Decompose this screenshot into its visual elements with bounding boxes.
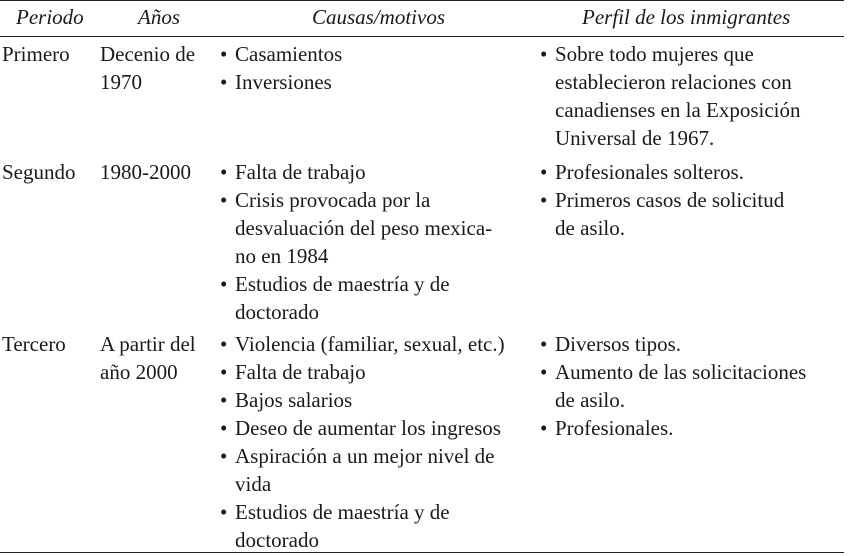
causas-item-text: [235, 270, 450, 326]
perfil-text-line: Diversos tipos.: [555, 332, 681, 356]
periodo-cell: [2, 330, 66, 358]
header-periodo: Periodo: [16, 5, 84, 29]
causas-text-line: Crisis provocada por la: [235, 188, 431, 212]
bullet-mark: •: [540, 188, 548, 212]
periodo-text: Tercero: [2, 332, 66, 356]
perfil-text-line: Profesionales.: [555, 416, 674, 440]
causas-text-line: vida: [235, 472, 272, 496]
causas-text-line: Falta de trabajo: [235, 360, 366, 384]
bullet-mark: •: [540, 360, 548, 384]
anos-cell: [100, 330, 196, 386]
causas-item-text: [235, 414, 501, 442]
bullet-mark: •: [220, 272, 228, 296]
causas-item-text: [235, 358, 366, 386]
causas-text-line: doctorado: [235, 528, 319, 552]
causas-text-line: Violencia (familiar, sexual, etc.): [235, 332, 505, 356]
causas-text-line: doctorado: [235, 300, 319, 324]
periodo-cell: [2, 158, 76, 186]
anos-text: 1980-2000: [100, 160, 191, 184]
header-rule: [0, 36, 844, 37]
causas-item-text: [235, 186, 492, 270]
bullet-mark: •: [540, 160, 548, 184]
bullet-mark: •: [220, 42, 228, 66]
bullet-mark: •: [540, 416, 548, 440]
causas-text-line: desvaluación del peso mexica-: [235, 216, 493, 240]
causas-item-text: [235, 330, 505, 358]
periodo-text: Segundo: [2, 160, 76, 184]
anos-text: Decenio de: [100, 42, 196, 66]
anos-text: 1970: [100, 70, 142, 94]
causas-text-line: Inversiones: [235, 70, 332, 94]
bullet-mark: •: [540, 42, 548, 66]
causas-item-text: [235, 498, 450, 554]
perfil-text-line: Aumento de las solicitaciones: [555, 360, 807, 384]
anos-text: A partir del: [100, 332, 196, 356]
causas-text-line: Estudios de maestría y de: [235, 272, 450, 296]
anos-text: año 2000: [100, 360, 178, 384]
bottom-rule: [0, 552, 844, 553]
causas-text-line: Casamientos: [235, 42, 343, 66]
bullet-mark: •: [220, 388, 228, 412]
header-causas: Causas/motivos: [312, 5, 446, 29]
bullet-mark: •: [220, 188, 228, 212]
bullet-mark: •: [540, 332, 548, 356]
causas-text-line: Deseo de aumentar los ingresos: [235, 416, 501, 440]
header-anos: Años: [138, 5, 180, 29]
perfil-item-text: [555, 358, 806, 414]
bullet-mark: •: [220, 444, 228, 468]
perfil-item-text: [555, 40, 801, 152]
causas-text-line: no en 1984: [235, 244, 329, 268]
causas-text-line: Estudios de maestría y de: [235, 500, 450, 524]
causas-item-text: [235, 386, 352, 414]
perfil-item-text: [555, 186, 784, 242]
bullet-mark: •: [220, 360, 228, 384]
causas-item-text: [235, 442, 495, 498]
perfil-text-line: establecieron relaciones con: [555, 70, 792, 94]
causas-text-line: Bajos salarios: [235, 388, 353, 412]
causas-text-line: Aspiración a un mejor nivel de: [235, 444, 495, 468]
perfil-text-line: de asilo.: [555, 388, 625, 412]
perfil-text-line: Universal de 1967.: [555, 126, 715, 150]
causas-text-line: Falta de trabajo: [235, 160, 366, 184]
bullet-mark: •: [220, 416, 228, 440]
perfil-item-text: [555, 414, 673, 442]
perfil-text-line: Profesionales solteros.: [555, 160, 744, 184]
causas-item-text: [235, 68, 332, 96]
perfil-text-line: Sobre todo mujeres que: [555, 42, 754, 66]
bullet-mark: •: [220, 500, 228, 524]
perfil-text-line: Primeros casos de solicitud: [555, 188, 785, 212]
perfil-item-text: [555, 330, 681, 358]
bullet-mark: •: [220, 70, 228, 94]
bullet-mark: •: [220, 332, 228, 356]
causas-item-text: [235, 40, 342, 68]
top-rule: [0, 0, 844, 1]
perfil-item-text: [555, 158, 744, 186]
header-perfil: Perfil de los inmigrantes: [582, 5, 791, 29]
causas-item-text: [235, 158, 366, 186]
periodo-text: Primero: [2, 42, 70, 66]
perfil-text-line: de asilo.: [555, 216, 625, 240]
anos-cell: [100, 40, 195, 96]
periodo-cell: [2, 40, 70, 68]
anos-cell: [100, 158, 191, 186]
bullet-mark: •: [220, 160, 228, 184]
perfil-text-line: canadienses en la Exposición: [555, 98, 801, 122]
